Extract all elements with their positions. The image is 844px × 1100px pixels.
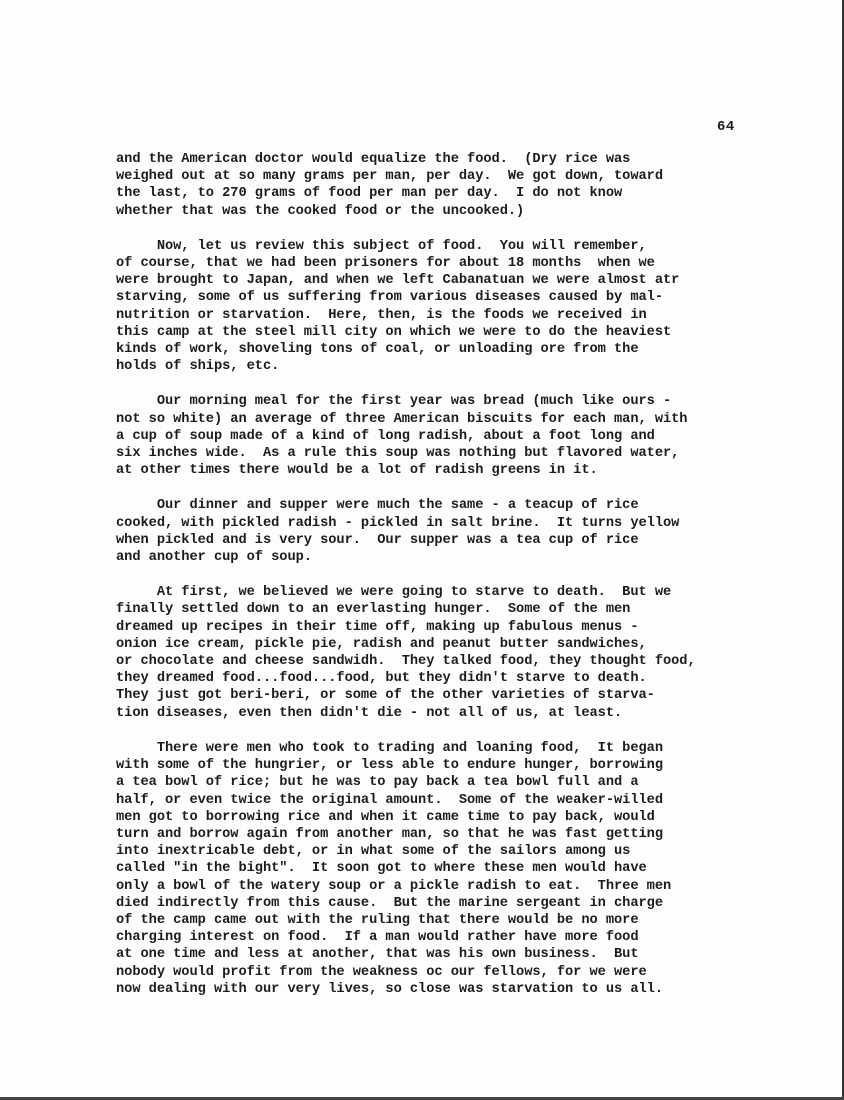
- text-line: kinds of work, shoveling tons of coal, or unloading ore from the: [116, 342, 639, 358]
- text-line: the last, to 270 grams of food per man per day. I do not know: [116, 186, 623, 202]
- text-line: onion ice cream, pickle pie, radish and peanut butter sandwiches,: [116, 636, 647, 652]
- text-line: called "in the bight". It soon got to where these men would have: [116, 861, 647, 877]
- text-line: of the camp came out with the ruling that there would be no more: [116, 912, 639, 928]
- text-line: Now, let us review this subject of food. You will remember,: [116, 238, 647, 254]
- page-number: 64: [717, 119, 735, 135]
- text-line: into inextricable debt, or in what some of the sailors among us: [116, 844, 631, 860]
- text-line: holds of ships, etc.: [116, 359, 280, 375]
- text-line: tion diseases, even then didn't die - not all of us, at least.: [116, 705, 623, 721]
- text-line: charging interest on food. If a man would rather have more food: [116, 930, 639, 946]
- text-line: and the American doctor would equalize the food. (Dry rice was: [116, 152, 631, 167]
- text-line: finally settled down to an everlasting hunger. Some of the men: [116, 602, 631, 618]
- text-line: They just got beri-beri, or some of the other varieties of starva-: [116, 688, 655, 704]
- paragraph: [116, 151, 836, 220]
- paragraph: [116, 584, 836, 722]
- text-line: weighed out at so many grams per man, per day. We got down, toward: [116, 169, 663, 185]
- paragraph: [116, 238, 836, 376]
- text-line: cooked, with pickled radish - pickled in salt brine. It turns yellow: [116, 515, 680, 531]
- text-line: At first, we believed we were going to starve to death. But we: [116, 585, 672, 601]
- text-line: not so white) an average of three American biscuits for each man, with: [116, 411, 688, 427]
- body-text: [116, 151, 836, 1016]
- text-line: half, or even twice the original amount. Some of the weaker-willed: [116, 792, 663, 808]
- text-line: now dealing with our very lives, so close was starvation to us all.: [116, 981, 663, 997]
- text-line: with some of the hungrier, or less able to endure hunger, borrowing: [116, 758, 663, 774]
- text-line: There were men who took to trading and loaning food, It began: [116, 740, 663, 756]
- text-line: a cup of soup made of a kind of long radish, about a foot long and: [116, 428, 655, 444]
- text-line: dreamed up recipes in their time off, making up fabulous menus -: [116, 619, 639, 635]
- text-line: nutrition or starvation. Here, then, is the foods we received in: [116, 307, 647, 323]
- text-line: Our morning meal for the first year was bread (much like ours -: [116, 394, 672, 410]
- text-line: at one time and less at another, that was his own business. But: [116, 947, 639, 963]
- text-line: and another cup of soup.: [116, 550, 312, 566]
- text-line: died indirectly from this cause. But the marine sergeant in charge: [116, 895, 663, 911]
- paragraph: [116, 740, 836, 998]
- text-line: were brought to Japan, and when we left Cabanatuan we were almost atr: [116, 273, 680, 289]
- paragraph: [116, 497, 836, 566]
- text-line: six inches wide. As a rule this soup was nothing but flavored water,: [116, 446, 680, 462]
- text-line: starving, some of us suffering from various diseases caused by mal-: [116, 290, 663, 306]
- text-line: only a bowl of the watery soup or a pickle radish to eat. Three men: [116, 878, 672, 894]
- text-line: whether that was the cooked food or the uncooked.): [116, 203, 525, 219]
- text-line: when pickled and is very sour. Our supper was a tea cup of rice: [116, 532, 639, 548]
- text-line: men got to borrowing rice and when it came time to pay back, would: [116, 809, 655, 825]
- text-line: they dreamed food...food...food, but they didn't starve to death.: [116, 671, 647, 687]
- text-line: at other times there would be a lot of radish greens in it.: [116, 463, 598, 479]
- text-line: Our dinner and supper were much the same - a teacup of rice: [116, 498, 639, 514]
- text-line: this camp at the steel mill city on which we were to do the heaviest: [116, 324, 672, 340]
- text-line: nobody would profit from the weakness oc our fellows, for we were: [116, 964, 647, 980]
- text-line: of course, that we had been prisoners for about 18 months when we: [116, 256, 655, 272]
- text-line: or chocolate and cheese sandwidh. They talked food, they thought food,: [116, 654, 696, 670]
- text-line: turn and borrow again from another man, so that he was fast getting: [116, 826, 663, 842]
- text-line: a tea bowl of rice; but he was to pay back a tea bowl full and a: [116, 775, 639, 791]
- paragraph: [116, 393, 836, 479]
